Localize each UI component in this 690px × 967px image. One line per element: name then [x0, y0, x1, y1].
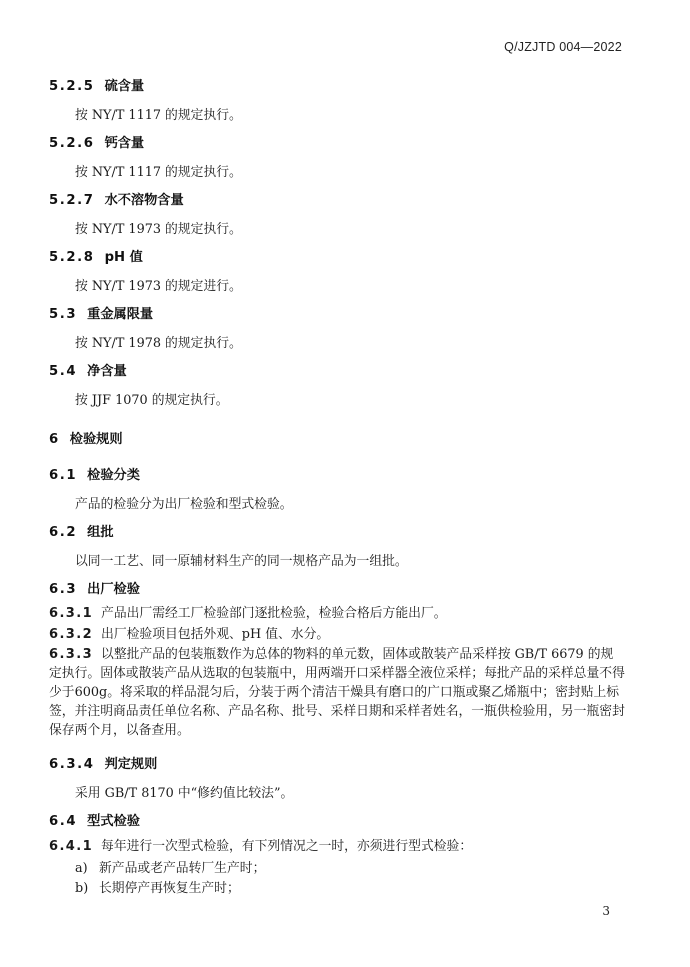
- list-marker: a): [75, 861, 88, 876]
- clause-text: 产品出厂需经工厂检验部门逐批检验，检验合格后方能出厂。: [101, 606, 447, 621]
- section-title: 出厂检验: [87, 582, 140, 597]
- section-number: 6.3.4: [49, 757, 95, 772]
- section-number: 6.2: [49, 525, 78, 540]
- section-number: 5.4: [49, 364, 78, 379]
- section-heading: [49, 521, 114, 540]
- section-heading: [49, 303, 153, 322]
- section-title: 水不溶物含量: [104, 193, 184, 208]
- section-body: 按 JJF 1070 的规定执行。: [75, 393, 229, 408]
- section-body: 采用 GB/T 8170 中“修约值比较法”。: [75, 786, 294, 801]
- clause-number: 6.3.2: [49, 627, 94, 642]
- section-body: 按 NY/T 1117 的规定执行。: [75, 165, 242, 180]
- clause: [49, 604, 625, 623]
- section-number: 5.2.8: [49, 250, 95, 265]
- section-heading: [49, 189, 184, 208]
- clause: [49, 837, 625, 856]
- section-number: 5.3: [49, 307, 78, 322]
- clause-number: 6.4.1: [49, 839, 94, 854]
- section-number: 6.4: [49, 814, 78, 829]
- section-body: 按 NY/T 1117 的规定执行。: [75, 108, 242, 123]
- section-body: 按 NY/T 1973 的规定执行。: [75, 222, 242, 237]
- section-number: 6.3: [49, 582, 78, 597]
- section-title: 组批: [87, 525, 114, 540]
- section-heading: [49, 578, 140, 597]
- section-heading: [49, 132, 144, 151]
- clause-number: 6.3.1: [49, 606, 94, 621]
- section-title: 检验分类: [87, 468, 140, 483]
- section-heading: [49, 360, 127, 379]
- section-body: 产品的检验分为出厂检验和型式检验。: [75, 497, 293, 512]
- clause: [49, 645, 625, 740]
- clause-number: 6.3.3: [49, 647, 94, 662]
- list-marker: b): [75, 881, 89, 896]
- list-item: [75, 857, 265, 876]
- section-body: 按 NY/T 1978 的规定执行。: [75, 336, 242, 351]
- clause-text: 每年进行一次型式检验，有下列情况之一时，亦须进行型式检验：: [101, 839, 473, 854]
- section-heading: [49, 753, 157, 772]
- chapter-number: 6: [49, 432, 60, 447]
- section-number: 5.2.5: [49, 79, 95, 94]
- clause-text: 以整批产品的包装瓶数作为总体的物料的单元数，固体或散装产品采样按 GB/T 6679 的规定执行。固体或散装产品从选取的包装瓶中，用两端开口采样器全液位采样；每批产品的采样总量不得少于600g。将采取的样品混匀后，分装于两个清洁干燥具有磨口的广口瓶或聚乙烯瓶中；密封贴上标签，并注明商品责任单位名称、产品名称、批号、采样日期和采样者姓名，一瓶供检验用，另一瓶密封保存两个月，以备查用。: [49, 647, 625, 738]
- list-item-text: 新产品或老产品转厂生产时；: [99, 861, 266, 876]
- clause: [49, 625, 625, 644]
- section-body: 以同一工艺、同一原辅材料生产的同一规格产品为一组批。: [75, 554, 408, 569]
- section-heading: [49, 464, 140, 483]
- section-title: 型式检验: [87, 814, 140, 829]
- chapter-title: 检验规则: [69, 432, 123, 447]
- page-number: 3: [602, 904, 610, 918]
- section-title: 判定规则: [104, 757, 158, 772]
- section-title: 硫含量: [104, 79, 145, 94]
- section-body: 按 NY/T 1973 的规定进行。: [75, 279, 242, 294]
- section-heading: [49, 810, 140, 829]
- list-item: [75, 877, 240, 896]
- section-heading: [49, 75, 144, 94]
- standard-code: Q/JZJTD 004—2022: [504, 40, 622, 54]
- list-item-text: 长期停产再恢复生产时；: [99, 881, 240, 896]
- chapter-heading: [49, 428, 123, 447]
- section-title: 钙含量: [104, 136, 145, 151]
- section-title: 重金属限量: [87, 307, 154, 322]
- section-number: 5.2.7: [49, 193, 95, 208]
- section-number: 5.2.6: [49, 136, 95, 151]
- section-number: 6.1: [49, 468, 78, 483]
- section-title: pH 值: [104, 250, 143, 265]
- section-title: 净含量: [87, 364, 127, 379]
- clause-text: 出厂检验项目包括外观、pH 值、水分。: [101, 627, 330, 642]
- section-heading: [49, 246, 143, 265]
